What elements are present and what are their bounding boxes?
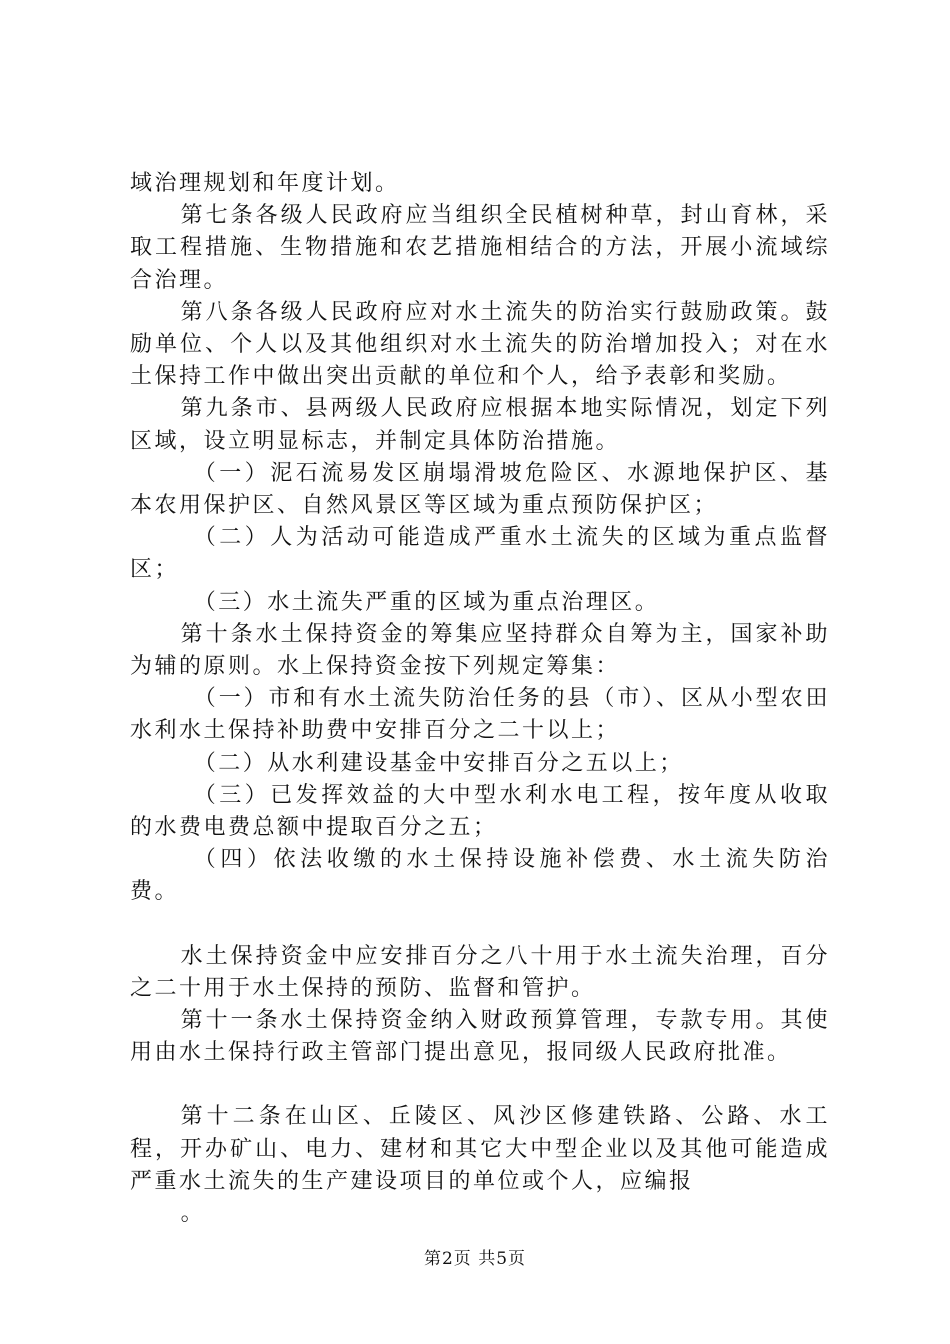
- document-body: [130, 168, 830, 1230]
- article-9: 第九条市、县两级人民政府应根据本地实际情况，划定下列区域，设立明显标志，并制定具体防治措施。: [130, 396, 830, 454]
- trailing-punctuation: 。: [180, 1201, 206, 1227]
- article-12: 第十二条在山区、丘陵区、风沙区修建铁路、公路、水工程，开办矿山、电力、建材和其它大中型企业以及其他可能造成严重水土流失的生产建设项目的单位或个人，应编报: [130, 1104, 830, 1194]
- article-10-item-3: （三）已发挥效益的大中型水利水电工程，按年度从收取的水费电费总额中提取百分之五；: [130, 782, 830, 841]
- article-10: 第十条水土保持资金的筹集应坚持群众自筹为主，国家补助为辅的原则。水上保持资金按下列规定筹集：: [130, 621, 830, 680]
- article-10-item-2: （二）从水利建设基金中安排百分之五以上；: [193, 750, 684, 776]
- paragraph-gap: [130, 1069, 830, 1101]
- article-9-item-1: （一）泥石流易发区崩塌滑坡危险区、水源地保护区、基本农用保护区、自然风景区等区域为重点预防保护区；: [130, 460, 830, 519]
- paragraph-gap: [130, 909, 830, 941]
- paragraph-continuation: 域治理规划和年度计划。: [130, 171, 400, 196]
- article-8: 第八条各级人民政府应对水土流失的防治实行鼓励政策。鼓励单位、个人以及其他组织对水土流失的防治增加投入；对在水土保持工作中做出突出贡献的单位和个人，给予表彰和奖励。: [130, 299, 830, 390]
- article-9-item-3: （三）水土流失严重的区域为重点治理区。: [193, 589, 660, 615]
- article-10-item-4: （四）依法收缴的水土保持设施补偿费、水土流失防治费。: [130, 847, 830, 905]
- article-11: 第十一条水土保持资金纳入财政预算管理，专款专用。其使用由水土保持行政主管部门提出意见，报同级人民政府批准。: [130, 1008, 830, 1066]
- article-10-item-1: （一）市和有水土流失防治任务的县（市）、区从小型农田水利水土保持补助费中安排百分之二十以上；: [130, 686, 830, 744]
- article-10-allocation: 水土保持资金中应安排百分之八十用于水土流失治理，百分之二十用于水土保持的预防、监督和管护。: [130, 943, 830, 1001]
- article-7: 第七条各级人民政府应当组织全民植树种草，封山育林，采取工程措施、生物措施和农艺措施相结合的方法，开展小流域综合治理。: [130, 203, 830, 293]
- article-9-item-2: （二）人为活动可能造成严重水土流失的区域为重点监督区；: [130, 525, 830, 583]
- page-number-footer: 第2页 共5页: [423, 1249, 527, 1269]
